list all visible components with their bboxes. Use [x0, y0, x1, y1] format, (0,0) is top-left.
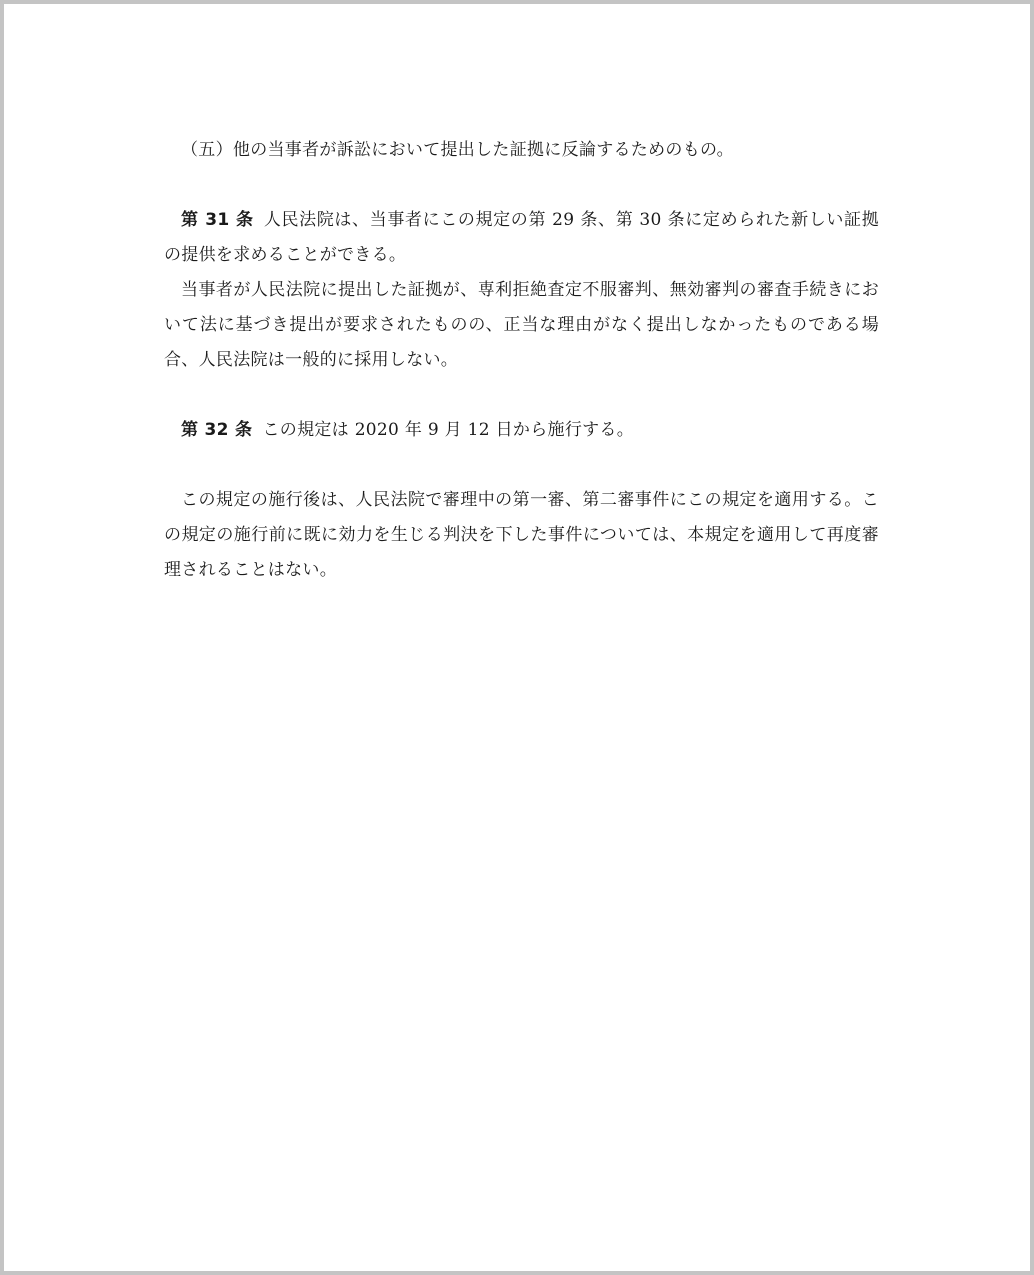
paragraph-gap — [164, 448, 879, 483]
paragraph-gap — [164, 378, 879, 413]
article-32-paragraph-1 — [164, 413, 879, 448]
article-31-paragraph-1 — [164, 203, 879, 273]
article-32-heading: 第 32 条 — [181, 420, 253, 440]
article-31-text: 人民法院は、当事者にこの規定の第 29 条、第 30 条に定められた新しい証拠の提供を求めることができる。 — [164, 210, 879, 265]
article-31-heading: 第 31 条 — [181, 210, 254, 230]
item-5-text: （五）他の当事者が訴訟において提出した証拠に反論するためのもの。 — [181, 140, 734, 160]
article-31-paragraph-2: 当事者が人民法院に提出した証拠が、専利拒絶査定不服審判、無効審判の審査手続きにおいて法に基づき提出が要求されたものの、正当な理由がなく提出しなかったものである場合、人民法院は一般的に採用しない。 — [164, 280, 879, 370]
article-32-text: この規定は 2020 年 9 月 12 日から施行する。 — [262, 420, 635, 440]
paragraph-gap — [164, 168, 879, 203]
closing-paragraph: この規定の施行後は、人民法院で審理中の第一審、第二審事件にこの規定を適用する。この規定の施行前に既に効力を生じる判決を下した事件については、本規定を適用して再度審理されることはない。 — [164, 490, 879, 580]
document-body — [164, 133, 879, 588]
